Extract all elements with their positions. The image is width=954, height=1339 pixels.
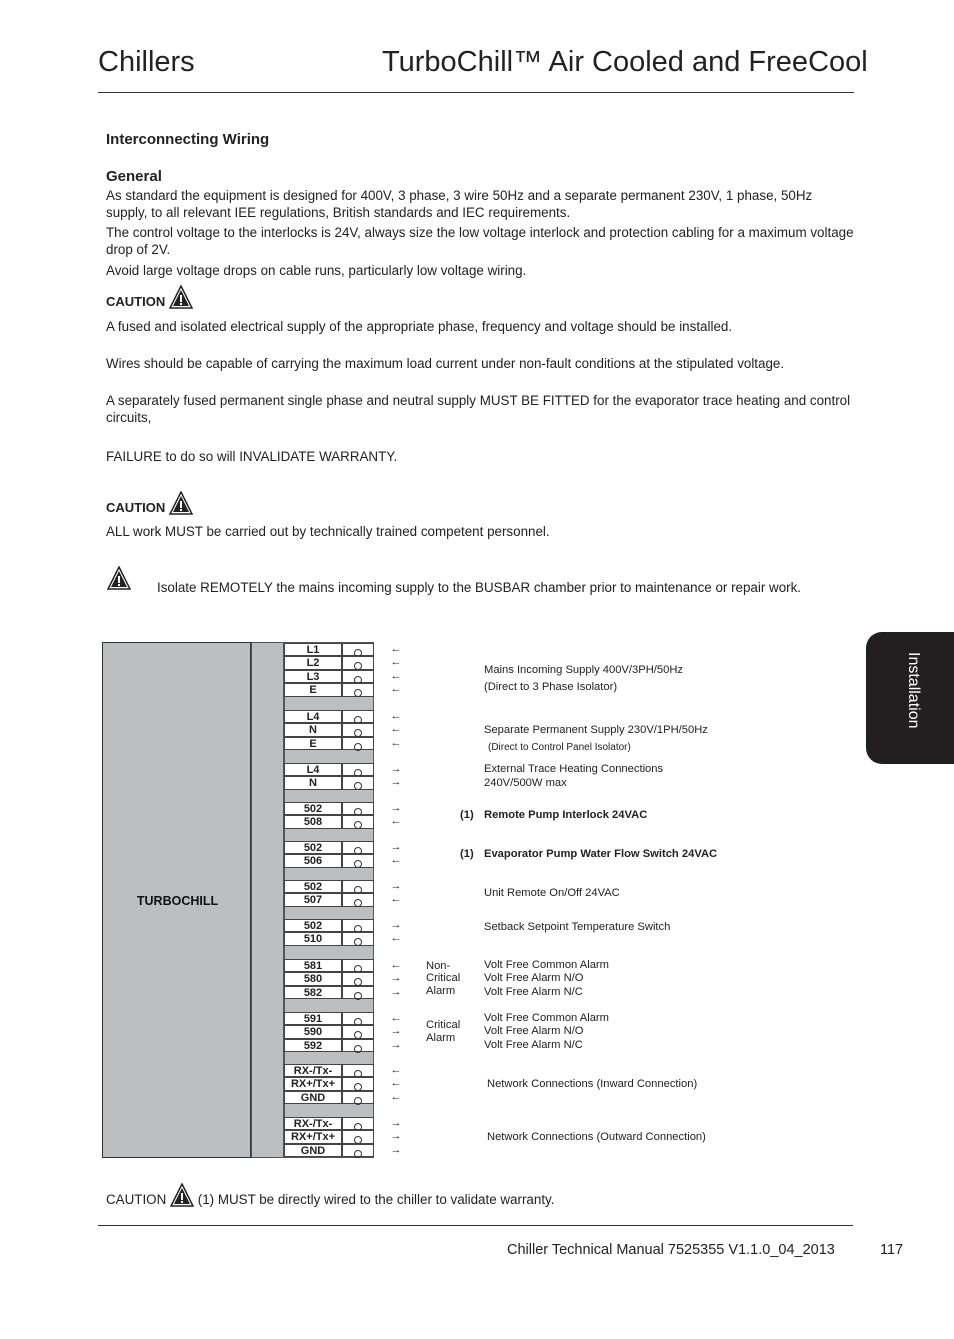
terminal-screw: [342, 972, 374, 985]
terminal-screw: [342, 1091, 374, 1104]
caution1-heading: [106, 285, 193, 309]
arrow-out-icon: →: [390, 1143, 402, 1156]
terminal-label: L4: [284, 710, 342, 723]
arrow-in-icon: ←: [390, 643, 402, 655]
arrow-out-icon: →: [390, 802, 402, 814]
arrow-in-icon: ←: [390, 1012, 402, 1024]
desc-common-1: Volt Free Common Alarm: [484, 959, 609, 971]
arrow-in-icon: ←: [390, 736, 402, 749]
terminal-screw: [342, 919, 374, 932]
terminal-screw: [342, 737, 374, 750]
desc-common-2: Volt Free Common Alarm: [484, 1012, 609, 1024]
spacer-column: [251, 642, 284, 1158]
terminal-label: 510: [284, 932, 342, 945]
terminal-label: 502: [284, 880, 342, 893]
terminal-screw: [342, 880, 374, 893]
terminal-screw: [342, 932, 374, 945]
desc-separate: Separate Permanent Supply 230V/1PH/50Hz: [484, 724, 708, 736]
terminal-screw: [342, 670, 374, 683]
general-p3: Avoid large voltage drops on cable runs, particularly low voltage wiring.: [106, 263, 527, 278]
critical-line1: Critical: [426, 1019, 461, 1031]
turbochill-unit-block: [102, 642, 251, 1158]
arrow-in-icon: ←: [390, 959, 402, 971]
terminal-screw: [342, 1039, 374, 1052]
terminal-label: 502: [284, 841, 342, 854]
terminal-label: L1: [284, 643, 342, 656]
terminal-screw: [342, 763, 374, 776]
terminal-screw: [342, 802, 374, 815]
terminal-label: 508: [284, 815, 342, 828]
arrow-in-icon: ←: [390, 656, 402, 669]
header-title: TurboChill™ Air Cooled and FreeCool: [382, 46, 868, 78]
note-mark: (1): [460, 848, 474, 860]
caution2-heading: [106, 491, 193, 515]
arrow-in-icon: ←: [390, 1064, 402, 1076]
warning-icon: [169, 285, 193, 309]
arrow-out-icon: →: [390, 1117, 402, 1129]
terminal-circle-icon: [354, 899, 362, 907]
terminal-circle-icon: [354, 860, 362, 868]
arrow-in-icon: ←: [390, 723, 402, 736]
terminal-screw: [342, 710, 374, 723]
desc-mains-sub: (Direct to 3 Phase Isolator): [484, 681, 618, 693]
desc-pump: Remote Pump Interlock 24VAC: [484, 809, 648, 821]
noncritical-line3: Alarm: [426, 985, 456, 997]
noncritical-line2: Critical: [426, 972, 461, 984]
terminal-screw: [342, 986, 374, 999]
terminal-label: L2: [284, 656, 342, 669]
terminal-circle-icon: [354, 1150, 362, 1158]
caution1-p2: Wires should be capable of carrying the maximum load current under non-fault conditions at the stipulated voltage.: [106, 356, 785, 371]
arrow-in-icon: ←: [390, 683, 402, 696]
warning-icon: [170, 1183, 194, 1207]
terminal-screw: [342, 723, 374, 736]
terminal-label: N: [284, 723, 342, 736]
terminal-circle-icon: [354, 743, 362, 751]
terminal-screw: [342, 815, 374, 828]
arrow-in-icon: ←: [390, 710, 402, 722]
terminal-label: 592: [284, 1039, 342, 1052]
bottom-caution-label: CAUTION: [106, 1192, 167, 1207]
desc-net-in: Network Connections (Inward Connection): [487, 1078, 698, 1090]
footer-rule: [98, 1225, 853, 1226]
terminal-screw: [342, 1130, 374, 1143]
section-title: Interconnecting Wiring: [106, 131, 270, 148]
arrow-out-icon: →: [390, 763, 402, 775]
terminal-label: 590: [284, 1025, 342, 1038]
general-p1: As standard the equipment is designed for 400V, 3 phase, 3 wire 50Hz and a separate permanent 230V, 1 phase, 50Hz supply, to all relevant IEE regulations, British standards and IEC requirements.: [106, 188, 813, 220]
warning-icon: [107, 566, 131, 590]
warning-icon: [169, 491, 193, 515]
arrow-out-icon: →: [390, 776, 402, 789]
arrow-out-icon: →: [390, 1130, 402, 1143]
terminal-label: RX+/Tx+: [284, 1130, 342, 1143]
general-p2: The control voltage to the interlocks is 24V, always size the low voltage interlock and protection cabling for a maximum voltage drop of 2V.: [106, 225, 854, 257]
arrow-out-icon: →: [390, 972, 402, 985]
terminal-screw: [342, 1064, 374, 1077]
arrow-out-icon: →: [390, 880, 402, 892]
terminal-screw: [342, 1077, 374, 1090]
unit-label: TURBOCHILL: [136, 894, 219, 908]
arrow-out-icon: →: [390, 985, 402, 998]
terminal-circle-icon: [354, 821, 362, 829]
terminal-screw: [342, 959, 374, 972]
critical-line2: Alarm: [426, 1032, 456, 1044]
terminal-label: GND: [284, 1144, 342, 1157]
terminal-screw: [342, 854, 374, 867]
terminal-label: 502: [284, 919, 342, 932]
terminal-screw: [342, 776, 374, 789]
terminal-label: L3: [284, 670, 342, 683]
bottom-caution-text: (1) MUST be directly wired to the chiller to validate warranty.: [197, 1192, 555, 1207]
terminal-circle-icon: [354, 689, 362, 697]
terminal-screw: [342, 656, 374, 669]
caution1-label: CAUTION: [106, 294, 166, 309]
terminal-screw: [342, 893, 374, 906]
terminal-label: 581: [284, 959, 342, 972]
terminal-circle-icon: [354, 992, 362, 1000]
terminal-label: 580: [284, 972, 342, 985]
desc-no-2: Volt Free Alarm N/O: [484, 1025, 584, 1037]
desc-onoff: Unit Remote On/Off 24VAC: [484, 887, 620, 899]
desc-setback: Setback Setpoint Temperature Switch: [484, 921, 671, 933]
terminal-circle-icon: [354, 938, 362, 946]
arrow-out-icon: →: [390, 1025, 402, 1038]
arrow-in-icon: ←: [390, 669, 402, 682]
note-mark: (1): [460, 809, 474, 821]
arrow-out-icon: →: [390, 919, 402, 931]
caution2-label: CAUTION: [106, 500, 166, 515]
terminal-screw: [342, 1117, 374, 1130]
desc-nc-2: Volt Free Alarm N/C: [484, 1039, 583, 1051]
terminal-label: RX+/Tx+: [284, 1077, 342, 1090]
caution2-p1: ALL work MUST be carried out by technically trained competent personnel.: [106, 524, 550, 539]
desc-flow: Evaporator Pump Water Flow Switch 24VAC: [484, 848, 718, 860]
bottom-caution: [106, 1183, 554, 1207]
footer-manual: Chiller Technical Manual 7525355 V1.1.0_04_2013: [507, 1242, 835, 1258]
side-tab-installation[interactable]: [866, 632, 954, 764]
header-chillers: Chillers: [98, 46, 195, 78]
terminal-label: L4: [284, 763, 342, 776]
desc-net-out: Network Connections (Outward Connection): [487, 1131, 706, 1143]
header-rule: [98, 92, 854, 93]
desc-no-1: Volt Free Alarm N/O: [484, 972, 584, 984]
desc-separate-sub: (Direct to Control Panel Isolator): [488, 742, 631, 753]
caution1-p3: A separately fused permanent single phase and neutral supply MUST BE FITTED for the evaporator trace heating and control circuits,: [106, 393, 851, 425]
terminal-label: GND: [284, 1091, 342, 1104]
terminal-label: RX-/Tx-: [284, 1117, 342, 1130]
terminal-screw: [342, 1012, 374, 1025]
arrow-in-icon: ←: [390, 1077, 402, 1090]
arrow-in-icon: ←: [390, 932, 402, 945]
terminal-circle-icon: [354, 1045, 362, 1053]
arrow-in-icon: ←: [390, 815, 402, 828]
arrow-out-icon: →: [390, 1038, 402, 1051]
arrow-in-icon: ←: [390, 854, 402, 867]
terminal-label: 591: [284, 1012, 342, 1025]
terminal-screw: [342, 683, 374, 696]
desc-trace-sub: 240V/500W max: [484, 777, 567, 789]
terminal-label: 506: [284, 854, 342, 867]
general-heading: General: [106, 168, 162, 185]
terminal-label: E: [284, 683, 342, 696]
terminal-screw: [342, 643, 374, 656]
terminal-label: N: [284, 776, 342, 789]
terminal-screw: [342, 1025, 374, 1038]
terminal-label: E: [284, 737, 342, 750]
caution1-p4: FAILURE to do so will INVALIDATE WARRANTY.: [106, 449, 398, 464]
page-number: 117: [880, 1242, 904, 1258]
terminal-screw: [342, 1144, 374, 1157]
desc-nc-1: Volt Free Alarm N/C: [484, 986, 583, 998]
arrow-in-icon: ←: [390, 893, 402, 906]
terminal-label: 502: [284, 802, 342, 815]
isolate-note: Isolate REMOTELY the mains incoming supply to the BUSBAR chamber prior to maintenance or repair work.: [157, 580, 802, 595]
terminal-label: 507: [284, 893, 342, 906]
terminal-circle-icon: [354, 782, 362, 790]
desc-trace: External Trace Heating Connections: [484, 763, 664, 775]
terminal-circle-icon: [354, 1097, 362, 1105]
desc-mains: Mains Incoming Supply 400V/3PH/50Hz: [484, 664, 683, 676]
arrow-out-icon: →: [390, 841, 402, 853]
terminal-screw: [342, 841, 374, 854]
arrow-in-icon: ←: [390, 1090, 402, 1103]
caution1-p1: A fused and isolated electrical supply of the appropriate phase, frequency and voltage should be installed.: [106, 319, 733, 334]
terminal-label: RX-/Tx-: [284, 1064, 342, 1077]
terminal-label: 582: [284, 986, 342, 999]
side-tab-label: Installation: [905, 652, 922, 729]
noncritical-line1: Non-: [426, 960, 451, 972]
